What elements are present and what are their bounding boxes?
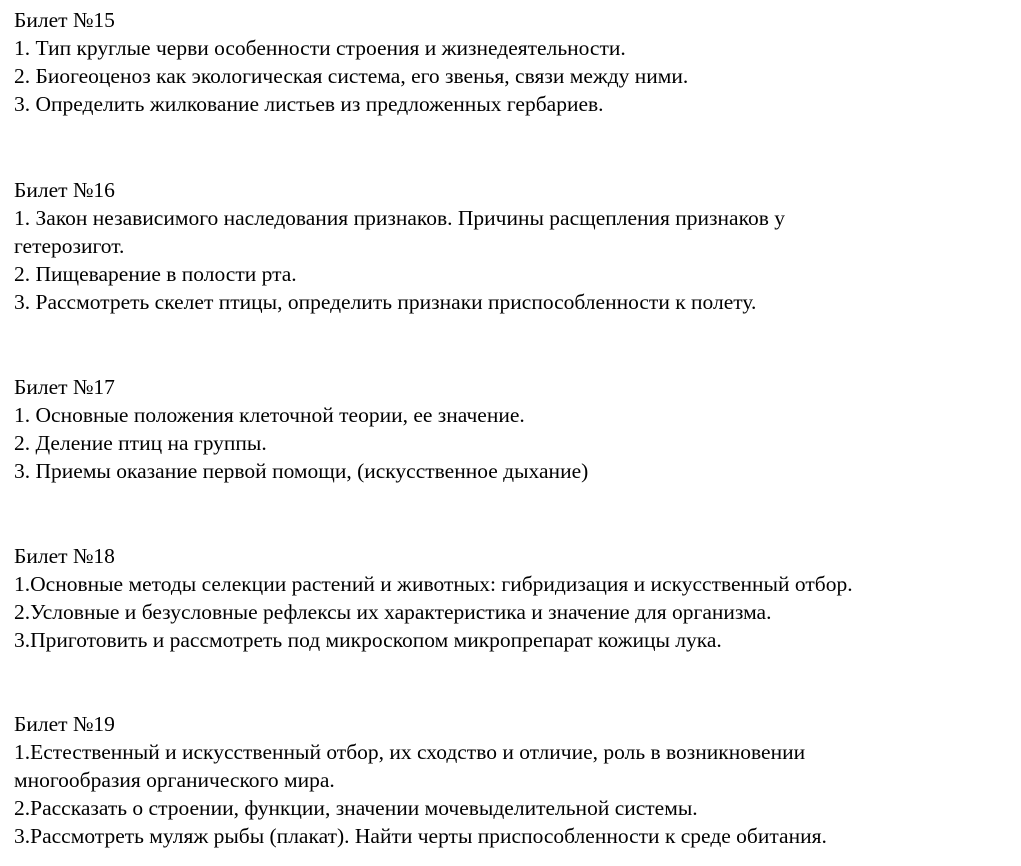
ticket-question: 1. Закон независимого наследования признаков. Причины расщепления признаков у xyxy=(14,206,785,230)
ticket-title: Билет №16 xyxy=(14,178,115,202)
ticket-question: 2. Пищеварение в полости рта. xyxy=(14,262,297,286)
ticket-title: Билет №19 xyxy=(14,712,115,736)
ticket-17 xyxy=(14,373,1004,485)
ticket-question-continuation: многообразия органического мира. xyxy=(14,768,335,792)
ticket-question: 3.Рассмотреть муляж рыбы (плакат). Найти черты приспособленности к среде обитания. xyxy=(14,824,827,848)
ticket-title: Билет №18 xyxy=(14,544,115,568)
ticket-question: 1.Основные методы селекции растений и животных: гибридизация и искусственный отбор. xyxy=(14,572,853,596)
ticket-16 xyxy=(14,176,1004,316)
ticket-question: 2. Биогеоценоз как экологическая система, его звенья, связи между ними. xyxy=(14,64,689,88)
ticket-question: 3. Рассмотреть скелет птицы, определить признаки приспособленности к полету. xyxy=(14,290,757,314)
ticket-question: 3. Приемы оказание первой помощи, (искусственное дыхание) xyxy=(14,459,589,483)
ticket-19 xyxy=(14,710,1004,850)
ticket-question: 2. Деление птиц на группы. xyxy=(14,431,267,455)
ticket-question: 3. Определить жилкование листьев из предложенных гербариев. xyxy=(14,92,604,116)
ticket-title: Билет №15 xyxy=(14,8,115,32)
ticket-title: Билет №17 xyxy=(14,375,115,399)
ticket-question: 2.Условные и безусловные рефлексы их характеристика и значение для организма. xyxy=(14,600,772,624)
ticket-question: 1.Естественный и искусственный отбор, их сходство и отличие, роль в возникновении xyxy=(14,740,806,764)
ticket-question: 2.Рассказать о строении, функции, значении мочевыделительной системы. xyxy=(14,796,698,820)
ticket-15 xyxy=(14,6,1004,118)
ticket-question: 1. Тип круглые черви особенности строения и жизнедеятельности. xyxy=(14,36,626,60)
ticket-18 xyxy=(14,542,1004,654)
ticket-question: 3.Приготовить и рассмотреть под микроскопом микропрепарат кожицы лука. xyxy=(14,628,722,652)
ticket-question: 1. Основные положения клеточной теории, ее значение. xyxy=(14,403,525,427)
ticket-question-continuation: гетерозигот. xyxy=(14,234,125,258)
